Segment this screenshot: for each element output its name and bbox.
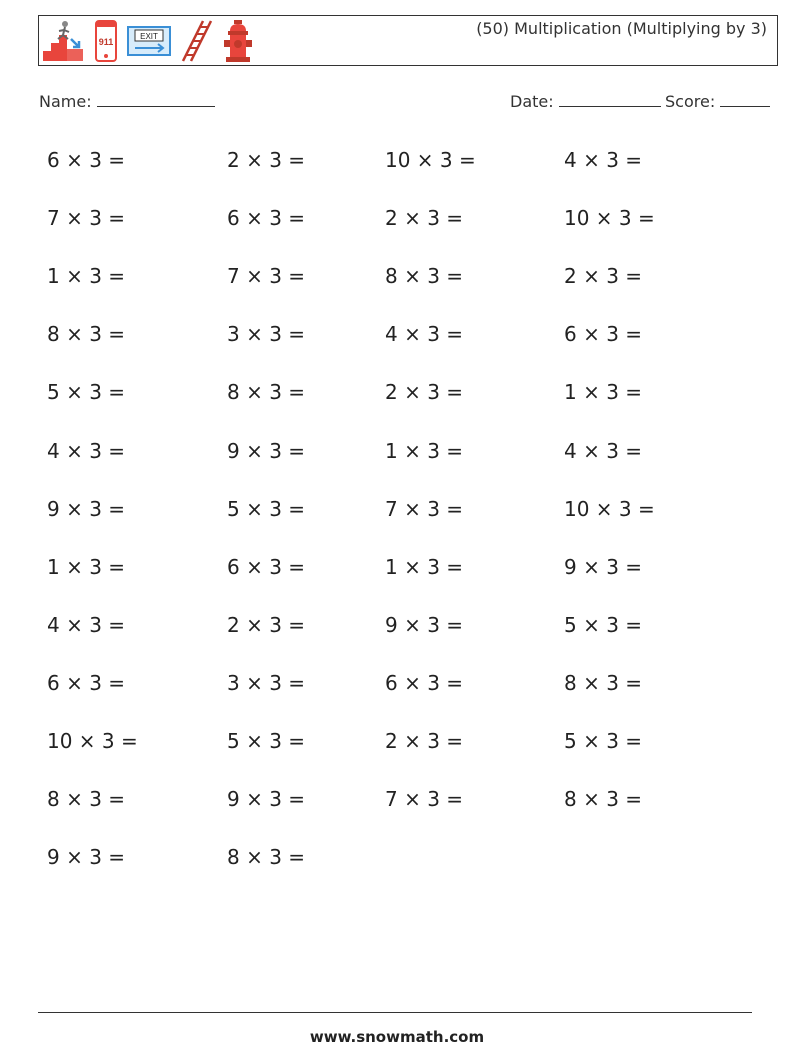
exit-sign-icon [127,25,171,57]
footer-url: www.snowmath.com [309,1028,485,1046]
problem-2: 2 × 3 = [227,148,306,172]
problem-41: 10 × 3 = [47,729,138,753]
header-icons [41,18,255,64]
name-field [39,92,215,111]
problem-29: 1 × 3 = [47,554,126,579]
problem-24: 4 × 3 = [564,438,643,463]
problem-18: 8 × 3 = [227,380,306,405]
fire-hydrant-icon [221,19,255,63]
problem-14: 3 × 3 = [227,322,306,347]
problem-35: 9 × 3 = [385,612,464,637]
problem-50: 8 × 3 = [227,845,306,870]
name-label: Name: [39,92,92,111]
phone-911-icon [93,19,119,63]
problem-49: 9 × 3 = [47,845,126,870]
date-label: Date: [510,92,554,111]
name-blank[interactable] [97,92,215,107]
problem-4: 4 × 3 = [564,148,643,172]
problem-28: 10 × 3 = [564,496,655,521]
worksheet-header [38,15,778,66]
problem-15: 4 × 3 = [385,322,464,347]
exit-sign-text: EXIT [140,32,158,41]
problem-47: 7 × 3 = [385,787,464,812]
worksheet-title: (50) Multiplication (Multiplying by 3) [476,19,767,38]
problem-20: 1 × 3 = [564,380,643,405]
problem-26: 5 × 3 = [227,496,306,521]
problem-32: 9 × 3 = [564,554,643,579]
problem-17: 5 × 3 = [47,380,126,405]
problem-23: 1 × 3 = [385,438,464,463]
problem-45: 8 × 3 = [47,787,126,812]
problem-7: 2 × 3 = [385,206,464,231]
problem-3: 10 × 3 = [385,148,476,172]
footer-divider [38,1012,752,1013]
problem-22: 9 × 3 = [227,438,306,463]
problem-21: 4 × 3 = [47,438,126,463]
problem-48: 8 × 3 = [564,787,643,812]
date-blank[interactable] [559,92,661,107]
problem-12: 2 × 3 = [564,264,643,289]
date-field [510,92,661,111]
problem-9: 1 × 3 = [47,264,126,289]
problem-27: 7 × 3 = [385,496,464,521]
problem-30: 6 × 3 = [227,554,306,579]
problem-11: 8 × 3 = [385,264,464,289]
problem-38: 3 × 3 = [227,670,306,695]
problem-39: 6 × 3 = [385,670,464,695]
ladder-icon [179,19,213,63]
problem-13: 8 × 3 = [47,322,126,347]
problem-6: 6 × 3 = [227,206,306,231]
problem-5: 7 × 3 = [47,206,126,231]
stairs-exit-icon [41,19,85,63]
score-label: Score: [665,92,716,111]
problem-19: 2 × 3 = [385,380,464,405]
score-field [665,92,770,111]
problem-10: 7 × 3 = [227,264,306,289]
problem-34: 2 × 3 = [227,612,306,637]
problem-8: 10 × 3 = [564,206,655,231]
problem-44: 5 × 3 = [564,729,643,753]
problem-1: 6 × 3 = [47,148,126,172]
problem-31: 1 × 3 = [385,554,464,579]
problem-16: 6 × 3 = [564,322,643,347]
problem-46: 9 × 3 = [227,787,306,812]
problem-36: 5 × 3 = [564,612,643,637]
score-blank[interactable] [720,92,770,107]
phone-911-text: 911 [98,37,114,47]
problem-42: 5 × 3 = [227,729,306,753]
problem-43: 2 × 3 = [385,729,464,753]
problem-25: 9 × 3 = [47,496,126,521]
problem-37: 6 × 3 = [47,670,126,695]
problem-33: 4 × 3 = [47,612,126,637]
problem-40: 8 × 3 = [564,670,643,695]
